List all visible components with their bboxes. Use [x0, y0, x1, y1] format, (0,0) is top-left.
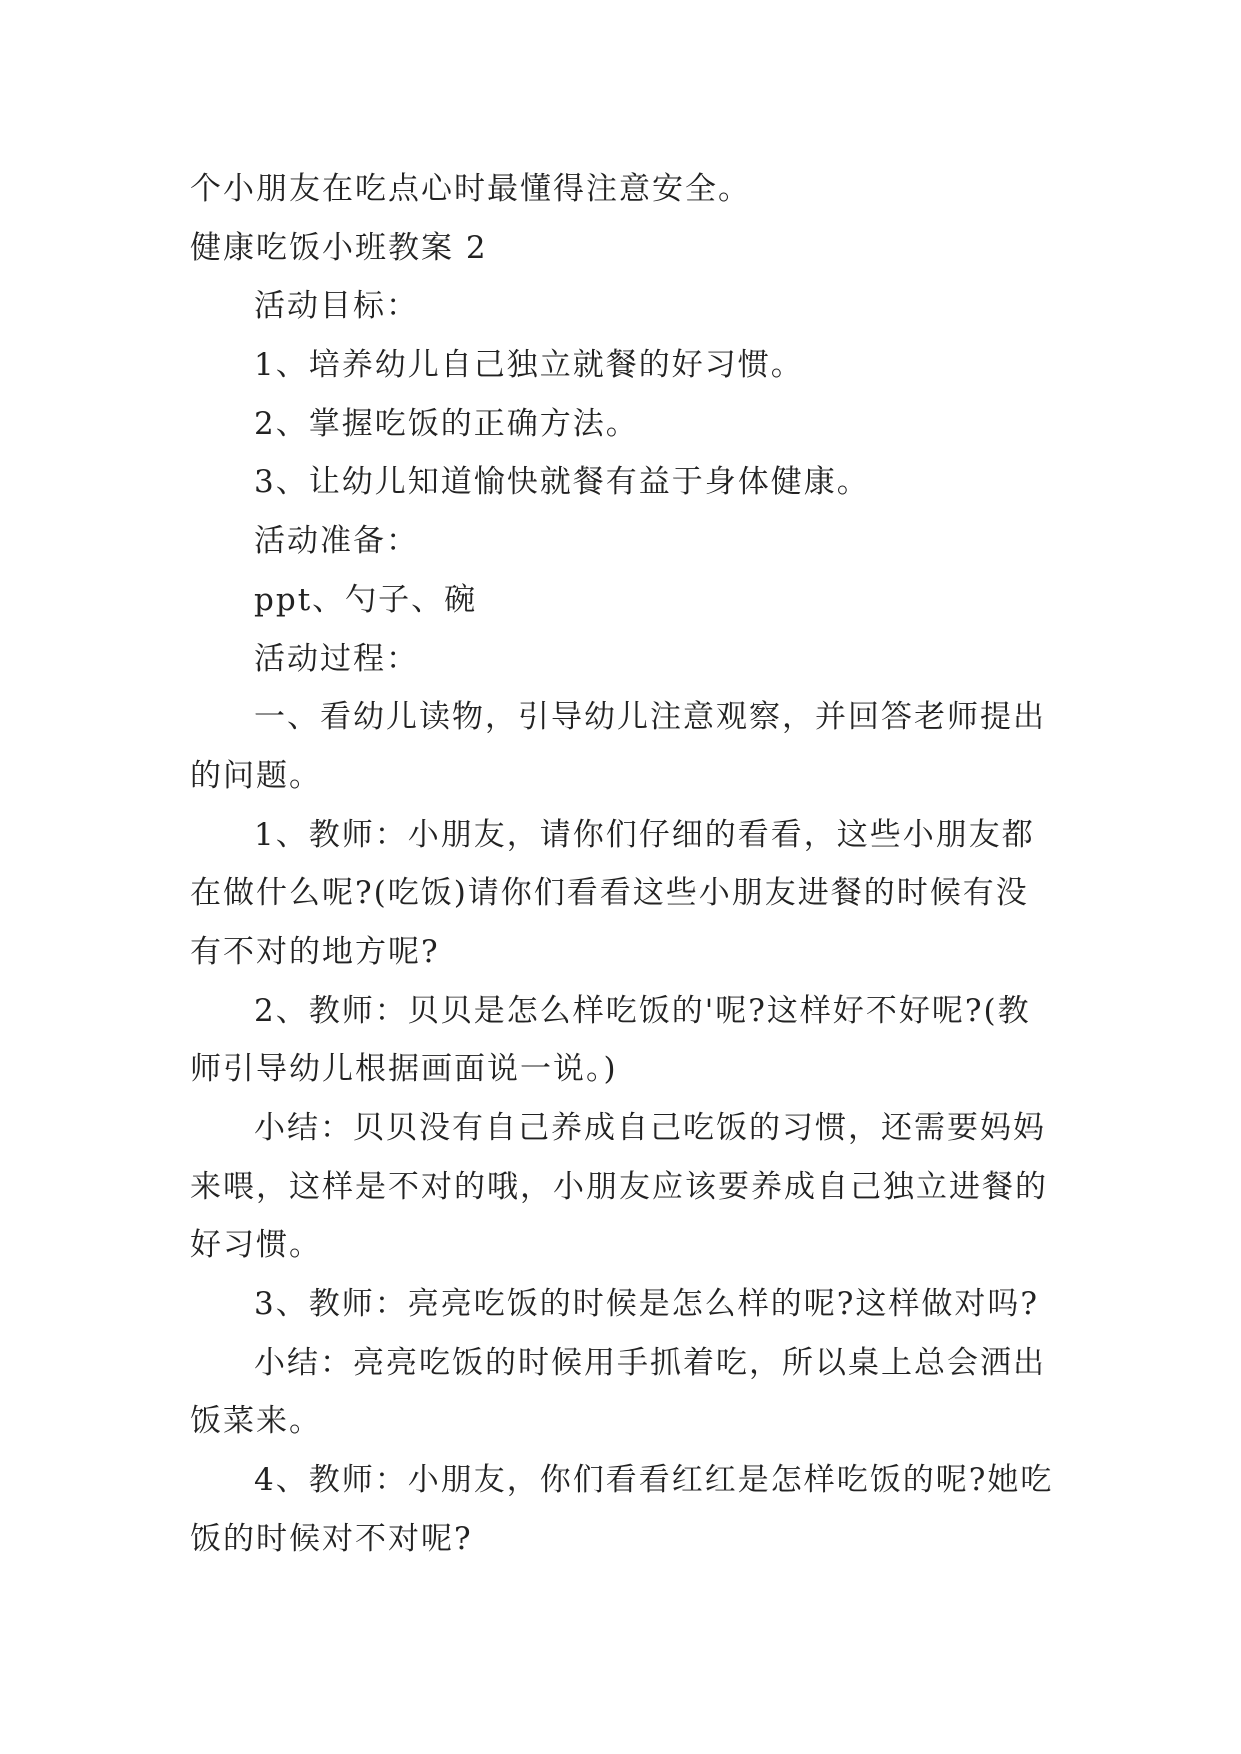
paragraph-line: 好习惯。 — [190, 1227, 322, 1264]
subheading-preparation: 活动准备： — [254, 523, 419, 560]
goal-item-1: 1、培养幼儿自己独立就餐的好习惯。 — [254, 347, 804, 384]
subheading-goals: 活动目标： — [254, 288, 419, 325]
goal-item-2: 2、掌握吃饭的正确方法。 — [254, 405, 639, 442]
paragraph-line: 小结：亮亮吃饭的时候用手抓着吃，所以桌上总会洒出 — [254, 1344, 1046, 1381]
section-heading: 健康吃饭小班教案 2 — [190, 229, 488, 266]
paragraph-line: 一、看幼儿读物，引导幼儿注意观察，并回答老师提出 — [254, 699, 1046, 736]
paragraph-line: 2、教师：贝贝是怎么样吃饭的'呢?这样好不好呢?(教 — [254, 992, 1031, 1029]
paragraph-line: 3、教师：亮亮吃饭的时候是怎么样的呢?这样做对吗? — [254, 1286, 1039, 1323]
paragraph-line: 小结：贝贝没有自己养成自己吃饭的习惯，还需要妈妈 — [254, 1110, 1046, 1146]
paragraph-line: 个小朋友在吃点心时最懂得注意安全。 — [190, 171, 751, 207]
paragraph-line: 饭菜来。 — [190, 1403, 322, 1440]
subheading-process: 活动过程： — [254, 640, 419, 677]
paragraph-line: 1、教师：小朋友，请你们仔细的看看，这些小朋友都 — [254, 816, 1035, 853]
paragraph-line: 来喂，这样是不对的哦，小朋友应该要养成自己独立进餐的 — [190, 1168, 1048, 1205]
goal-item-3: 3、让幼儿知道愉快就餐有益于身体健康。 — [254, 464, 870, 501]
paragraph-line: 有不对的地方呢? — [190, 933, 440, 970]
paragraph-line: 饭的时候对不对呢? — [190, 1520, 473, 1557]
paragraph-line: 师引导幼儿根据画面说一说。) — [190, 1051, 618, 1088]
paragraph-line: 的问题。 — [190, 757, 322, 794]
paragraph-line: 在做什么呢?(吃饭)请你们看看这些小朋友进餐的时候有没 — [190, 875, 1029, 912]
document-body — [190, 160, 1065, 1569]
preparation-items: ppt、勺子、碗 — [254, 581, 478, 618]
paragraph-line: 4、教师：小朋友，你们看看红红是怎样吃饭的呢?她吃 — [254, 1462, 1054, 1499]
